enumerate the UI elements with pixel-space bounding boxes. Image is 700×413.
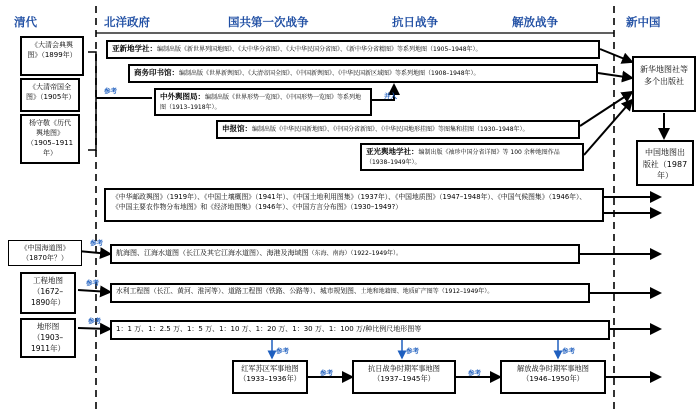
ref-label: 参考: [86, 279, 99, 287]
period-guogong: 国共第一次战争: [228, 15, 309, 29]
box-shenbao: [216, 120, 580, 139]
box-xinhua: 新华地图社等多个出版社: [632, 56, 696, 112]
ref-label: 参考: [468, 369, 481, 377]
publisher-desc: 编制出版《世界形势一览图》、《中国形势一览图》等系列地图（1913–1918年）。: [160, 94, 362, 111]
publisher-name: 申报馆：: [222, 124, 252, 133]
box-hongjun-map: 红军苏区军事地图（1933–1936年）: [232, 360, 308, 394]
publisher-name: 亚光舆地学社：: [366, 147, 419, 156]
box-yaxin: [106, 40, 600, 59]
ref-label: 参考: [406, 347, 419, 355]
publisher-desc: 编制出版《袖珍中国分省详图》等 100 余种地图作品（1938–1949年）。: [366, 149, 560, 166]
box-ditu-chubanshe: 中国地图出版社（1987年）: [636, 140, 694, 186]
ref-label: 参考: [276, 347, 289, 355]
period-new-china: 新中国: [626, 15, 661, 29]
box-yangshoujing: 杨守敬《历代舆地图》（1905–1911年）: [20, 114, 80, 164]
binru-label: 并入: [384, 92, 397, 100]
ref-label: 参考: [320, 369, 333, 377]
row-text: 航海图、江海水道图（长江及其它江海水道图）、海港及海域图: [116, 249, 309, 257]
ref-label: 参考: [104, 87, 117, 95]
box-daqing-huidian: 《大清会典舆图》（1899年）: [20, 36, 84, 76]
period-kangri: 抗日战争: [392, 15, 438, 29]
publisher-desc: 编制出版《世界新舆图》、《大清帝国全图》、《中国新舆图》、《中华民国新区域图》等系列地图（1908–1948年）。: [179, 70, 480, 77]
publisher-name: 中外舆图局：: [160, 92, 205, 101]
period-beiyang: 北洋政府: [104, 15, 150, 29]
box-dixing-row: 1：1 万、1：2.5 万、1：5 万、1：10 万、1：20 万、1：30 万、1：100 万/种比例尺地形图等: [110, 320, 610, 340]
publisher-name: 亚新地学社：: [112, 44, 157, 53]
box-gongcheng-row: [110, 283, 590, 303]
box-gongcheng-dit: 工程地图（1672–1890年）: [20, 272, 76, 314]
publisher-name: 商务印书馆：: [134, 68, 179, 77]
box-haidao-row: [110, 244, 580, 264]
row-note: （东海、南海）（1922–1949年）。: [308, 250, 403, 257]
period-qing: 清代: [14, 15, 37, 29]
period-jiefang: 解放战争: [512, 15, 558, 29]
box-jiefang-map: 解放战争时期军事地图（1946–1950年）: [500, 360, 606, 394]
ref-label: 参考: [562, 347, 575, 355]
box-zhongwai: [154, 88, 372, 116]
box-daqing-diguo: 《大清帝国全图》（1905年）: [20, 78, 80, 112]
ref-label: 参考: [88, 317, 101, 325]
box-yaguang: [360, 143, 584, 171]
row-text: 水利工程图（长江、黄河、淮河等）、道路工程图（铁路、公路等）、城市规划图、: [116, 287, 361, 295]
box-kangri-map: 抗日战争时期军事地图（1937–1945年）: [352, 360, 456, 394]
box-shangwu: [128, 64, 598, 83]
box-thematic-maps: 《中华邮政舆图》（1919年）、《中国土壤概图》（1941年）、《中国土地利用图集》（1937年）、《中国地质图》（1947–1948年）、《中国气候图集》（1946年）、《中国主要农作物分布地图》和《经济地图集》（1946年）、《中国方言分布图》（1930–1949?）: [104, 188, 604, 222]
ref-label: 参考: [90, 239, 103, 247]
publisher-desc: 编制出版《新世界列国地图》、《大中华分省图》、《大中华民国分省图》、《新中华分省精图》等系列地图（1905–1948年）。: [157, 46, 482, 53]
box-dixing-tu: 地形图（1903–1911年）: [20, 318, 76, 358]
box-haidao-tu: 《中国海道图》（1870年？）: [8, 240, 82, 266]
publisher-desc: 编制出版《中华民国新地图》、《中国分省新图》、《中华民国地形挂图》等图集和挂图（1930–1948年）。: [252, 126, 529, 133]
row-note: 土地和地籍图、地质矿产图等（1912–1949年）。: [360, 288, 494, 295]
